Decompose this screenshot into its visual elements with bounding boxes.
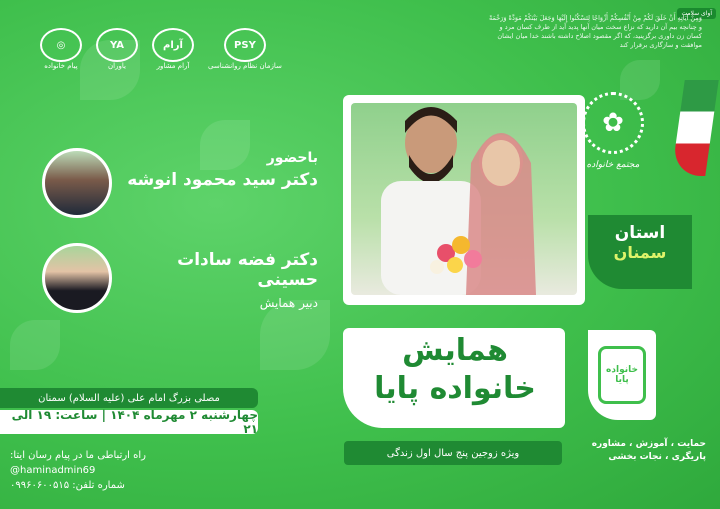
speaker2-block: [118, 250, 318, 310]
quran-verse: [482, 14, 702, 50]
title-line-1: همایش: [402, 333, 508, 368]
brand-caption-line-2: پاریگری ، نجات بخشی: [608, 452, 706, 462]
tree-icon: YA: [96, 28, 138, 62]
leaf-brand-icon: خانواده پایا: [598, 346, 646, 404]
partner-logos: [40, 28, 282, 70]
phone-number[interactable]: ۰۹۹۶۰۶۰۰۵۱۵: [10, 480, 70, 491]
title-line-2: خانواده پایا: [374, 371, 536, 406]
leaf-decoration: [10, 320, 60, 370]
iran-flag-icon: [671, 80, 718, 176]
speaker2-role: دبیر همایش: [259, 296, 318, 310]
star-emblem-icon: ✿: [582, 92, 644, 154]
globe-logo: [40, 28, 82, 70]
psy-icon: PSY: [224, 28, 266, 62]
couple-photo: [351, 103, 577, 295]
psy-logo: [208, 28, 282, 70]
province-label: استان: [614, 223, 666, 243]
event-subtitle: ویژه زوجین پنج سال اول زندگی: [344, 441, 562, 465]
event-title: [350, 333, 560, 409]
phone-row: [10, 478, 310, 493]
intro-text: باحضور: [266, 150, 318, 166]
brand-caption-line-1: حمایت ، آموزش ، مشاوره: [591, 439, 706, 449]
province-badge: [588, 215, 692, 289]
logo-caption: سازمان نظام روانشناسی: [208, 62, 282, 70]
venue-bar: مصلی بزرگ امام علی (علیه السلام) سمنان: [0, 388, 258, 408]
contact-handle[interactable]: @haminadmin69: [10, 465, 96, 476]
leaf-decoration: [260, 300, 330, 370]
logo-caption: آرام مشاور: [156, 62, 190, 70]
couple-illustration: [351, 103, 577, 295]
corner-tag: آوای سلامت: [677, 8, 716, 19]
globe-icon: ◎: [40, 28, 82, 62]
family-complex-emblem: [574, 92, 652, 170]
speaker1-avatar: [42, 148, 112, 218]
date-time-bar: چهارشنبه ۲ مهرماه ۱۴۰۴ | ساعت: ۱۹ الی ۲۱: [0, 410, 258, 434]
speaker2-avatar: [42, 243, 112, 313]
province-name: سمنان: [613, 243, 667, 262]
verse-line-2: و چنانچه بیم آن دارید که نزاع سخت میان آنها پدید آید از طرف کسان مرد و کسان زن داوری برگزینید، که اگر مقصود اصلاح داشته باشند خدا میان ایشان موافقت و سازگاری برقرار کند: [497, 23, 702, 49]
speaker2-name: دکتر فضه سادات حسینی: [177, 250, 318, 290]
brand-caption: [586, 438, 706, 464]
logo-caption: پیام خانواده: [44, 62, 78, 70]
phone-label: شماره تلفن:: [72, 480, 125, 491]
logo-caption: یاوران: [108, 62, 126, 70]
contact-info: [10, 448, 310, 493]
contact-intro: راه ارتباطی ما در پیام رسان ایتا:: [10, 450, 146, 461]
emblem-caption: مجتمع خانواده: [586, 160, 640, 170]
brand-logo: [588, 330, 656, 420]
aram-icon: آرام: [152, 28, 194, 62]
speaker1-name: دکتر سید محمود انوشه: [127, 170, 318, 190]
speaker1-block: [118, 150, 318, 190]
verse-line-1: وَمِنْ آيَاتِهِ أَنْ خَلَقَ لَكُمْ مِنْ أَنْفُسِكُمْ أَزْوَاجًا لِتَسْكُنُوا إِلَيْهَا وَجَعَلَ بَيْنَكُمْ مَوَدَّةً وَرَحْمَةً: [488, 14, 702, 22]
aram-logo: [152, 28, 194, 70]
tree-logo: [96, 28, 138, 70]
